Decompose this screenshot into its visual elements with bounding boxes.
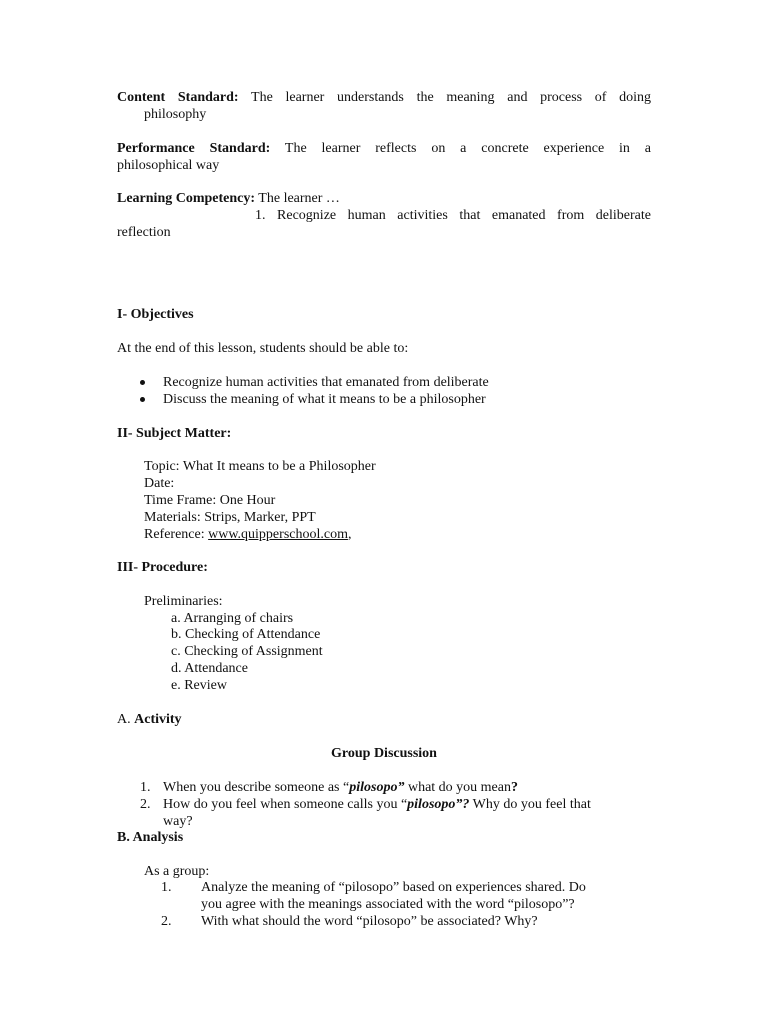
bullet-icon	[140, 397, 145, 402]
content-standard-label: Content Standard:	[117, 90, 239, 105]
preliminary-item: b. Checking of Attendance	[171, 627, 321, 642]
objective-item: Discuss the meaning of what it means to be a philosopher	[163, 392, 486, 407]
learning-competency-text: The learner …	[258, 191, 340, 206]
analysis-question-number: 1.	[161, 880, 172, 895]
activity-question-number: 1.	[140, 780, 151, 795]
reference-label: Reference:	[144, 527, 205, 542]
subject-matter-heading: II- Subject Matter:	[117, 426, 232, 441]
preliminary-item: c. Checking of Assignment	[171, 644, 323, 659]
activity-question-2-cont: way?	[163, 814, 193, 829]
objectives-heading: I- Objectives	[117, 307, 194, 322]
performance-standard-line	[117, 140, 651, 157]
reference-suffix: ,	[347, 527, 352, 542]
bullet-icon	[140, 380, 145, 385]
group-discussion-heading: Group Discussion	[331, 746, 437, 761]
subject-date: Date:	[144, 476, 175, 491]
learning-competency-line	[117, 190, 340, 207]
content-standard-text: The learner understands the meaning and process of doing	[251, 90, 652, 105]
preliminaries-label: Preliminaries:	[144, 594, 223, 609]
preliminary-item: a. Arranging of chairs	[171, 611, 294, 626]
learning-competency-label: Learning Competency:	[117, 191, 256, 206]
procedure-heading: III- Procedure:	[117, 560, 208, 575]
performance-standard-text-cont: philosophical way	[117, 158, 220, 173]
activity-question-number: 2.	[140, 797, 151, 812]
performance-standard-label: Performance Standard:	[117, 141, 271, 156]
objective-item: Recognize human activities that emanated from deliberate	[163, 375, 489, 390]
activity-question-1: When you describe someone as “pilosopo” what do you mean?	[163, 780, 518, 795]
content-standard-line	[117, 89, 651, 106]
performance-standard-text: The learner reflects on a concrete experience in a	[284, 141, 651, 156]
analysis-question-1-cont: you agree with the meanings associated with the word “pilosopo”?	[201, 897, 575, 912]
preliminary-item: d. Attendance	[171, 661, 248, 676]
activity-heading: A. Activity	[117, 712, 182, 727]
analysis-question-2: With what should the word “pilosopo” be associated? Why?	[201, 914, 538, 929]
activity-question-2: How do you feel when someone calls you “pilosopo”? Why do you feel that	[163, 797, 591, 812]
content-standard-text-cont: philosophy	[144, 107, 207, 122]
learning-competency-item-cont: reflection	[117, 225, 171, 240]
learning-competency-item: 1. Recognize human activities that emanated from deliberate	[255, 208, 651, 223]
analysis-question-1: Analyze the meaning of “pilosopo” based on experiences shared. Do	[201, 880, 586, 895]
subject-time-frame: Time Frame: One Hour	[144, 493, 276, 508]
subject-materials: Materials: Strips, Marker, PPT	[144, 510, 316, 525]
reference-link[interactable]: www.quipperschool.com	[208, 527, 348, 542]
analysis-heading: B. Analysis	[117, 830, 184, 845]
subject-reference	[144, 526, 351, 543]
subject-topic: Topic: What It means to be a Philosopher	[144, 459, 376, 474]
analysis-question-number: 2.	[161, 914, 172, 929]
analysis-intro: As a group:	[144, 864, 210, 879]
preliminary-item: e. Review	[171, 678, 227, 693]
objectives-intro: At the end of this lesson, students should be able to:	[117, 341, 409, 356]
